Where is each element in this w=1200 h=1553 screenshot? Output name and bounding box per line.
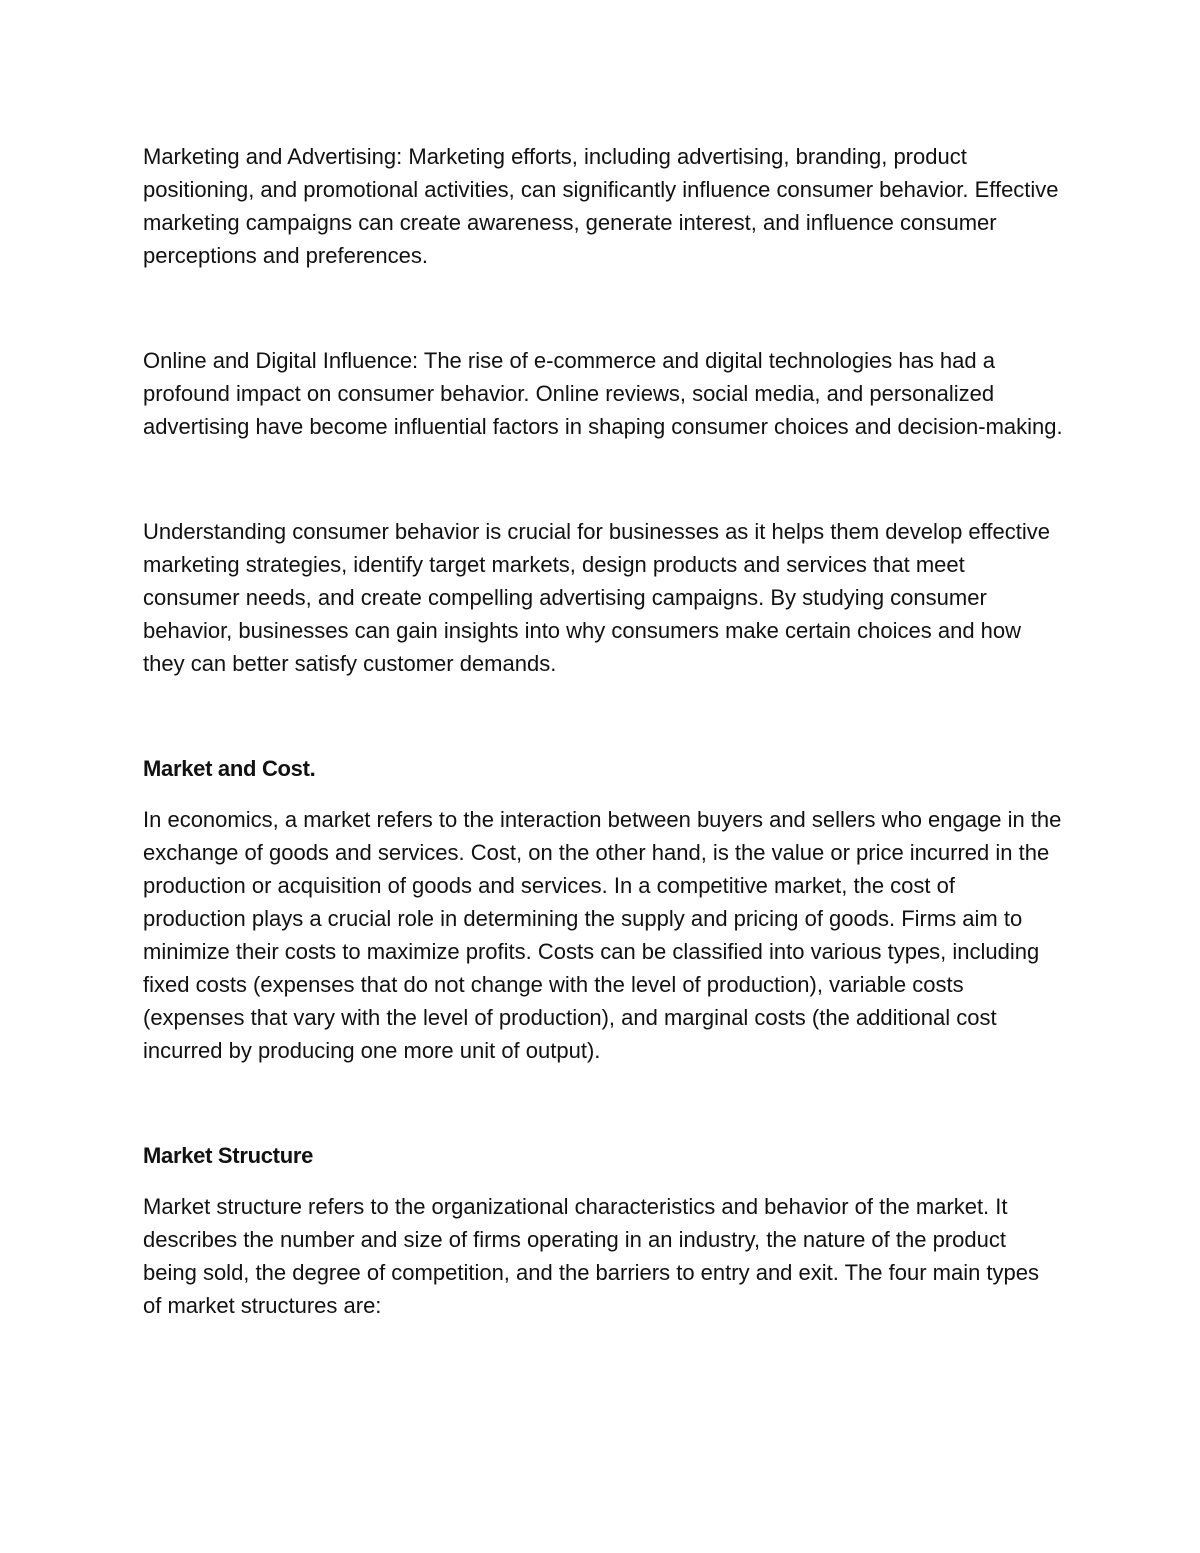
paragraph-market-and-cost: In economics, a market refers to the interaction between buyers and sellers who engage in the exchange of goods and services. Cost, on the other hand, is the value or price incurred in the production or acquisition of goods and services. In a competitive market, the cost of production plays a crucial role in determining the supply and pricing of goods. Firms aim to minimize their costs to maximize profits. Costs can be classified into various types, including fixed costs (expenses that do not change with the level of production), variable costs (expenses that vary with the level of production), and marginal costs (the additional cost incurred by producing one more unit of output). — [143, 807, 1062, 1063]
document-content — [143, 140, 1063, 1322]
paragraph-market-structure: Market structure refers to the organizational characteristics and behavior of the market. It describes the number and size of firms operating in an industry, the nature of the product being sold, the degree of competition, and the barriers to entry and exit. The four main types of market structures are: — [143, 1194, 1040, 1318]
paragraph-marketing-advertising: Marketing and Advertising: Marketing efforts, including advertising, branding, product positioning, and promotional activities, can significantly influence consumer behavior. Effective marketing campaigns can create awareness, generate interest, and influence consumer perceptions and preferences. — [143, 144, 1059, 268]
paragraph-understanding-consumer-behavior: Understanding consumer behavior is crucial for businesses as it helps them develop effective marketing strategies, identify target markets, design products and services that meet consumer needs, and create compelling advertising campaigns. By studying consumer behavior, businesses can gain insights into why consumers make certain choices and how they can better satisfy customer demands. — [143, 519, 1050, 676]
paragraph-online-digital-influence: Online and Digital Influence: The rise of e-commerce and digital technologies has had a profound impact on consumer behavior. Online reviews, social media, and personalized advertising have become influential factors in shaping consumer choices and decision-making. — [143, 348, 1063, 439]
heading-market-and-cost: Market and Cost. — [143, 756, 316, 781]
heading-market-structure: Market Structure — [143, 1143, 314, 1168]
